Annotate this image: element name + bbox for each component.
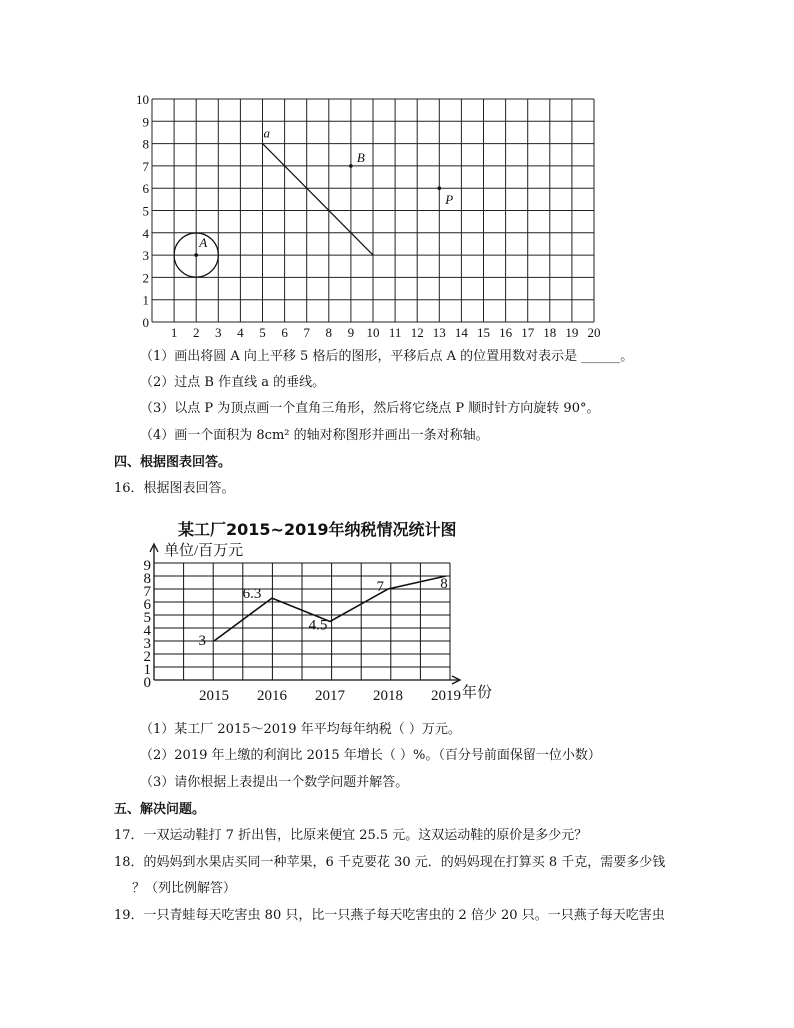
chart-y-tick-label: 4 — [143, 623, 151, 639]
grid-x-tick-label: 7 — [303, 325, 310, 339]
chart-x-tick-label: 2019 — [431, 688, 461, 704]
point-P — [438, 186, 442, 190]
grid-x-tick-label: 15 — [477, 325, 490, 339]
question-18-line-2: ？（列比例解答） — [132, 881, 237, 896]
grid-x-tick-label: 10 — [366, 325, 380, 339]
grid-question-1: （1）画出将圆 A 向上平移 5 格后的图形，平移后点 A 的位置用数对表示是 ______。 — [140, 349, 634, 364]
coordinate-grid-figure — [130, 94, 630, 339]
chart-y-tick-label: 9 — [143, 558, 151, 574]
grid-question-4: （4）画一个面积为 8cm² 的轴对称图形并画出一条对称轴。 — [140, 428, 489, 443]
grid-y-tick-label: 8 — [142, 136, 149, 152]
grid-y-tick-label: 0 — [142, 315, 149, 330]
grid-y-tick-label: 7 — [142, 158, 149, 174]
grid-y-tick-label: 3 — [142, 248, 149, 264]
grid-y-tick-label: 10 — [136, 94, 149, 107]
question-18-line-1: 18．的妈妈到水果店买同一种苹果，6 千克要花 30 元．的妈妈现在打算买 8 千克，需要多少钱 — [114, 855, 666, 870]
chart-x-axis-label: 年份 — [462, 685, 493, 701]
grid-y-tick-label: 9 — [142, 114, 149, 130]
question-19: 19．一只青蛙每天吃害虫 80 只，比一只燕子每天吃害虫的 2 倍少 20 只。一只燕子每天吃害虫 — [114, 908, 665, 923]
label-a: a — [263, 125, 270, 141]
grid-x-tick-label: 5 — [259, 325, 266, 339]
grid-x-tick-label: 9 — [347, 325, 355, 339]
label-P: P — [445, 192, 454, 208]
point-A — [194, 253, 198, 257]
grid-y-tick-label: 5 — [142, 203, 149, 219]
grid-y-tick-label: 2 — [142, 270, 149, 286]
grid-x-tick-label: 18 — [543, 325, 557, 339]
grid-lines — [152, 99, 594, 322]
grid-x-tick-label: 14 — [454, 325, 468, 339]
chart-y-tick-label: 5 — [143, 610, 151, 626]
grid-axis-labels — [136, 94, 601, 339]
chart-question-1: （1）某工厂 2015～2019 年平均每年纳税（ ）万元。 — [140, 722, 461, 737]
grid-x-tick-label: 1 — [170, 325, 178, 339]
chart-y-tick-label: 6 — [143, 597, 151, 613]
chart-y-tick-label: 7 — [143, 584, 151, 600]
grid-x-tick-label: 19 — [565, 325, 579, 339]
chart-y-tick-label: 3 — [143, 636, 151, 652]
chart-y-tick-label: 0 — [143, 675, 151, 691]
tax-line-chart — [140, 510, 535, 708]
grid-shapes — [174, 126, 453, 278]
section-4-title: 四、根据图表回答。 — [114, 455, 232, 470]
chart-y-tick-label: 2 — [143, 649, 151, 665]
grid-y-tick-label: 1 — [142, 292, 149, 308]
chart-x-tick-label: 2016 — [257, 688, 287, 704]
chart-x-tick-label: 2015 — [199, 688, 229, 704]
grid-x-tick-label: 2 — [192, 325, 200, 339]
section-5-title: 五、解决问题。 — [114, 802, 206, 817]
grid-x-tick-label: 3 — [215, 325, 222, 339]
grid-x-tick-label: 13 — [432, 325, 446, 339]
chart-data-label: 4.5 — [308, 617, 328, 634]
chart-x-tick-label: 2017 — [315, 688, 345, 704]
point-B — [349, 164, 353, 168]
chart-question-2: （2）2019 年上缴的利润比 2015 年增长（ ）%。（百分号前面保留一位小数） — [140, 748, 601, 763]
grid-x-tick-label: 6 — [281, 325, 288, 339]
chart-title: 某工厂2015~2019年纳税情况统计图 — [178, 520, 457, 539]
chart-gridlines — [150, 544, 460, 684]
label-A: A — [199, 235, 208, 251]
grid-x-tick-label: 8 — [325, 325, 333, 339]
chart-y-axis-label: 单位/百万元 — [164, 543, 244, 559]
chart-y-tick-label: 8 — [143, 571, 151, 587]
grid-x-tick-label: 4 — [237, 325, 244, 339]
grid-question-2: （2）过点 B 作直线 a 的垂线。 — [140, 375, 326, 390]
question-17: 17．一双运动鞋打 7 折出售，比原来便宜 25.5 元。这双运动鞋的原价是多少元？ — [114, 828, 588, 843]
grid-y-tick-label: 6 — [142, 181, 149, 197]
chart-data-label: 7 — [376, 579, 384, 595]
grid-x-tick-label: 11 — [388, 325, 402, 339]
grid-question-3: （3）以点 P 为顶点画一个直角三角形，然后将它绕点 P 顺时针方向旋转 90°。 — [140, 401, 600, 416]
grid-x-tick-label: 12 — [410, 325, 424, 339]
chart-series — [199, 576, 448, 649]
chart-data-label: 8 — [440, 576, 448, 592]
question-16: 16．根据图表回答。 — [114, 481, 235, 496]
grid-x-tick-label: 16 — [499, 325, 513, 339]
chart-question-3: （3）请你根据上表提出一个数学问题并解答。 — [140, 775, 409, 790]
label-B: B — [356, 149, 365, 165]
chart-y-tick-label: 1 — [143, 662, 151, 678]
chart-data-label: 3 — [198, 633, 206, 649]
grid-x-tick-label: 20 — [587, 325, 601, 339]
grid-y-tick-label: 4 — [142, 225, 149, 241]
chart-data-label: 6.3 — [242, 586, 262, 603]
grid-x-tick-label: 17 — [521, 325, 535, 339]
chart-x-tick-label: 2018 — [373, 688, 403, 704]
